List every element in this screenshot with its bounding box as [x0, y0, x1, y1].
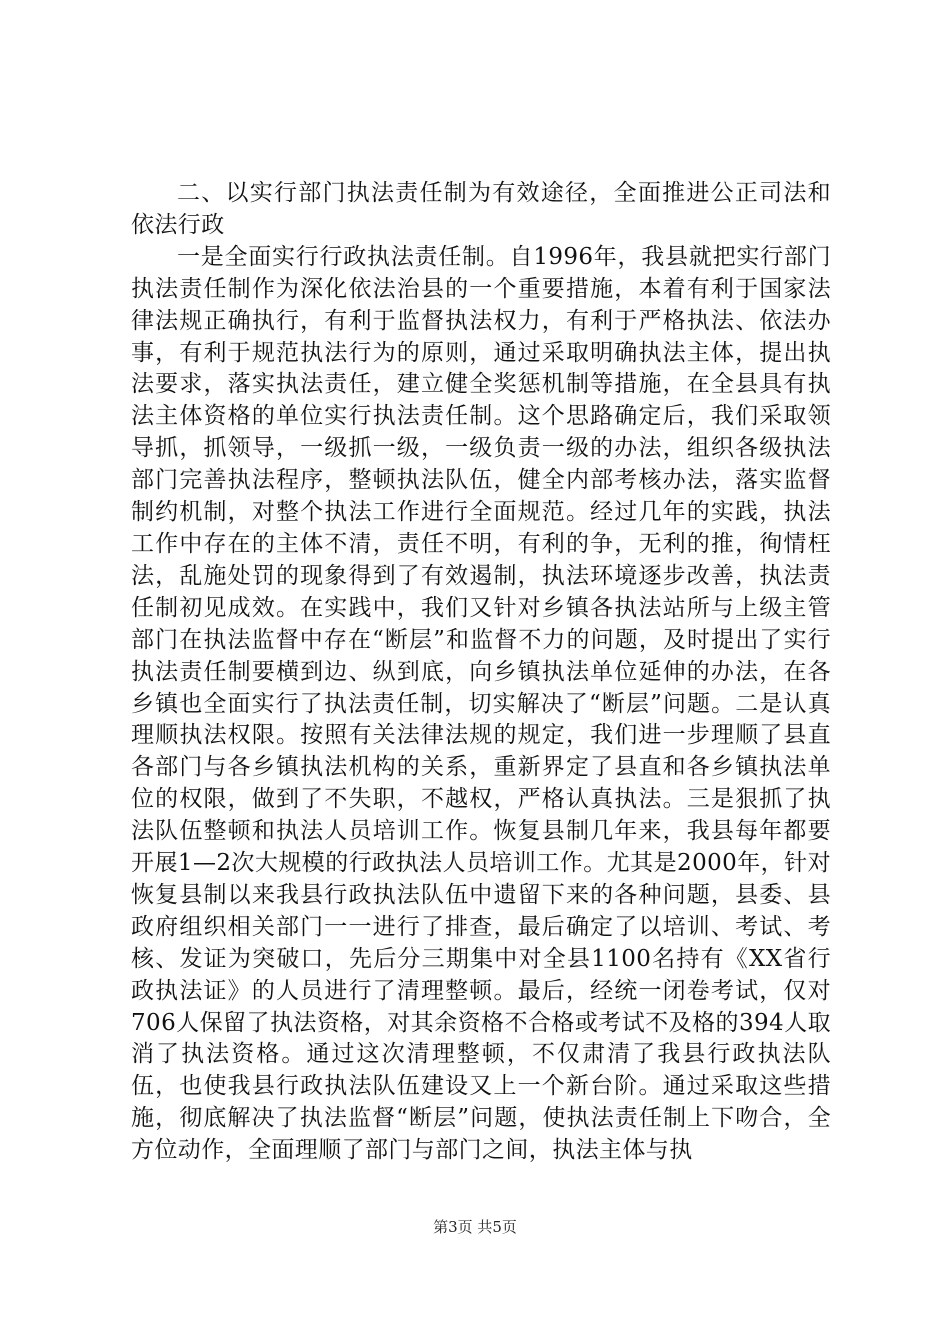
section-heading-paragraph: 二、以实行部门执法责任制为有效途径，全面推进公正司法和依法行政: [131, 180, 831, 238]
document-body: [131, 178, 831, 1167]
page-footer: 第3页 共5页: [433, 1218, 517, 1236]
body-paragraph: 一是全面实行行政执法责任制。自1996年，我县就把实行部门执法责任制作为深化依法治县的一个重要措施，本着有利于国家法律法规正确执行，有利于监督执法权力，有利于严格执法、依法办事，有利于规范执法行为的原则，通过采取明确执法主体，提出执法要求，落实执法责任，建立健全奖惩机制等措施，在全县具有执法主体资格的单位实行执法责任制。这个思路确定后，我们采取领导抓，抓领导，一级抓一级，一级负责一级的办法，组织各级执法部门完善执法程序，整顿执法队伍，健全内部考核办法，落实监督制约机制，对整个执法工作进行全面规范。经过几年的实践，执法工作中存在的主体不清，责任不明，有利的争，无利的推，徇情枉法，乱施处罚的现象得到了有效遏制，执法环境逐步改善，执法责任制初见成效。在实践中，我们又针对乡镇各执法站所与上级主管部门在执法监督中存在“断层”和监督不力的问题，及时提出了实行执法责任制要横到边、纵到底，向乡镇执法单位延伸的办法，在各乡镇也全面实行了执法责任制，切实解决了“断层”问题。二是认真理顺执法权限。按照有关法律法规的规定，我们进一步理顺了县直各部门与各乡镇执法机构的关系，重新界定了县直和各乡镇执法单位的权限，做到了不失职，不越权，严格认真执法。三是狠抓了执法队伍整顿和执法人员培训工作。恢复县制几年来，我县每年都要开展1—2次大规模的行政执法人员培训工作。尤其是2000年，针对恢复县制以来我县行政执法队伍中遗留下来的各种问题，县委、县政府组织相关部门一一进行了排查，最后确定了以培训、考试、考核、发证为突破口，先后分三期集中对全县1100名持有《XX省行政执法证》的人员进行了清理整顿。最后，经统一闭卷考试，仅对706人保留了执法资格，对其余资格不合格或考试不及格的394人取消了执法资格。通过这次清理整顿，不仅肃清了我县行政执法队伍，也使我县行政执法队伍建设又上一个新台阶。通过采取这些措施，彻底解决了执法监督“断层”问题，使执法责任制上下吻合，全方位动作，全面理顺了部门与部门之间，执法主体与执: [131, 243, 831, 1164]
